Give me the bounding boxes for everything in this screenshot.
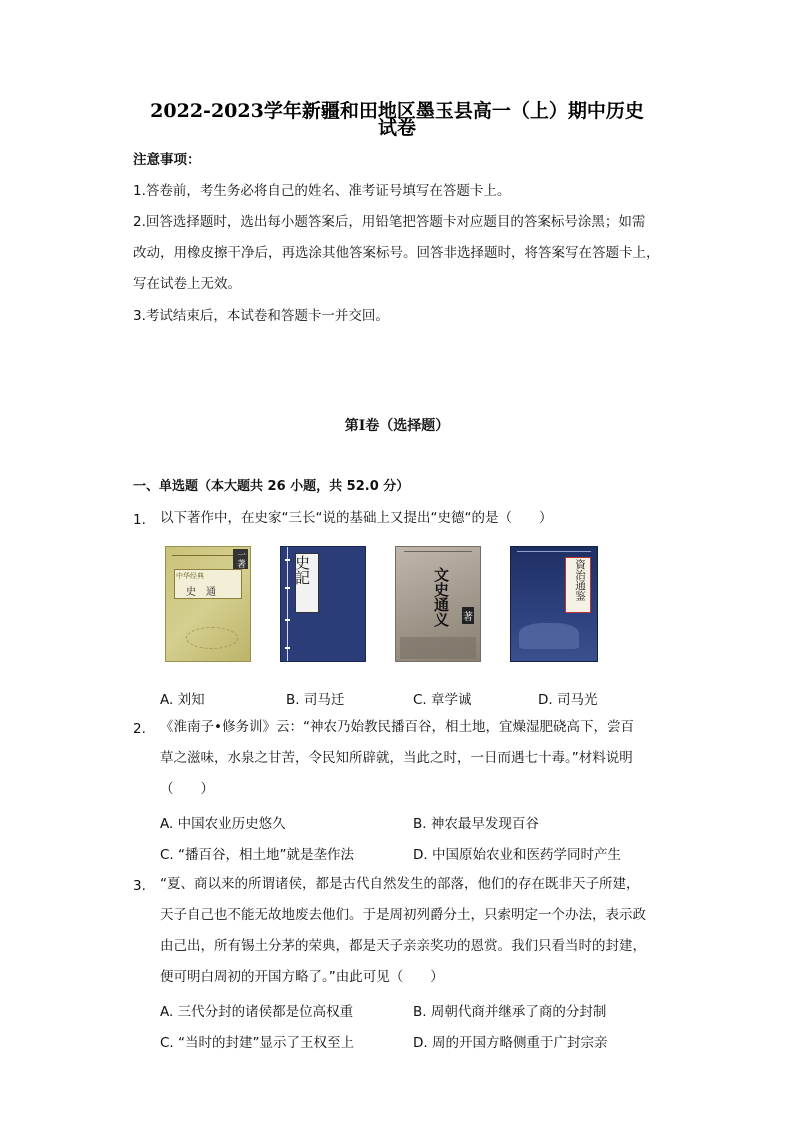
notice-line: 3.考试结束后，本试卷和答题卡一并交回。 — [133, 308, 389, 324]
question-number: 3. — [133, 878, 146, 894]
notice-line: 写在试卷上无效。 — [133, 276, 241, 292]
question-number: 1. — [133, 512, 146, 528]
option-c: C. 章学诚 — [413, 692, 472, 708]
book-side-label: 著 — [462, 607, 474, 624]
option-a: A. 刘知 — [160, 692, 205, 708]
book-top-label: 中华经典 — [176, 572, 204, 580]
question-stem: 天子自己也不能无故地废去他们。于是周初列爵分土，只索明定一个办法，表示政 — [160, 907, 646, 923]
book-title-label: 史 通 — [186, 587, 216, 598]
book-title-label: 文史通义 — [432, 567, 450, 627]
question-stem: 草之滋味，水泉之甘苦，令民知所辟就，当此之时，一日而遇七十毒。”材料说明 — [160, 750, 633, 766]
question-stem: 《淮南子•修务训》云：“神农乃始教民播百谷，相土地，宜燥湿肥硗高下，尝百 — [160, 719, 634, 735]
book-cover-shiji — [280, 546, 366, 662]
option-c: C. “当时的封建”显示了王权至上 — [160, 1035, 354, 1051]
question-stem: 由己出，所有锡土分茅的荣典，都是天子亲亲奖功的恩赏。我们只看当时的封建， — [160, 938, 646, 954]
notice-line: 2.回答选择题时，选出每小题答案后，用铅笔把答题卡对应题目的答案标号涂黑；如需 — [133, 214, 646, 230]
exam-title-line2: 试卷 — [377, 117, 416, 139]
option-a: A. 三代分封的诸侯都是位高权重 — [160, 1004, 354, 1020]
option-b: B. 神农最早发现百谷 — [413, 816, 539, 832]
book-title-label: 資治通鉴 — [574, 559, 586, 601]
exam-title-line1: 2022-2023学年新疆和田地区墨玉县高一（上）期中历史 — [150, 100, 644, 122]
part-heading: 一、单选题（本大题共 26 小题，共 52.0 分） — [133, 479, 410, 494]
option-d: D. 周的开国方略侧重于广封宗亲 — [413, 1035, 608, 1051]
notice-line: 1.答卷前，考生务必将自己的姓名、准考证号填写在答题卡上。 — [133, 183, 511, 199]
section-title: 第Ⅰ卷（选择题） — [344, 418, 450, 434]
question-number: 2. — [133, 721, 146, 737]
option-c: C. “播百谷，相土地”就是垄作法 — [160, 847, 354, 863]
option-d: D. 中国原始农业和医药学同时产生 — [413, 847, 621, 863]
book-cover-zizhitongjian — [510, 546, 598, 662]
book-cover-wenshitongyi — [395, 546, 481, 662]
option-d: D. 司马光 — [538, 692, 598, 708]
question-stem: “夏、商以来的所谓诸侯，都是古代自然发生的部落，他们的存在既非天子所建， — [160, 876, 640, 892]
book-side-label: 一著 — [233, 549, 248, 569]
question-stem: （ ） — [160, 781, 214, 797]
option-b: B. 司马迁 — [286, 692, 345, 708]
option-a: A. 中国农业历史悠久 — [160, 816, 286, 832]
notice-heading: 注意事项： — [133, 152, 201, 168]
book-cover-shitong — [165, 546, 251, 662]
notice-line: 改动，用橡皮擦干净后，再选涂其他答案标号。回答非选择题时，将答案写在答题卡上， — [133, 245, 660, 261]
question-stem: 以下著作中，在史家“三长“说的基础上又提出“史德“的是（ ） — [160, 510, 553, 526]
option-b: B. 周朝代商并继承了商的分封制 — [413, 1004, 607, 1020]
question-stem: 便可明白周初的开国方略了。”由此可见（ ） — [160, 969, 444, 985]
book-title-label: 史記 — [293, 555, 311, 585]
